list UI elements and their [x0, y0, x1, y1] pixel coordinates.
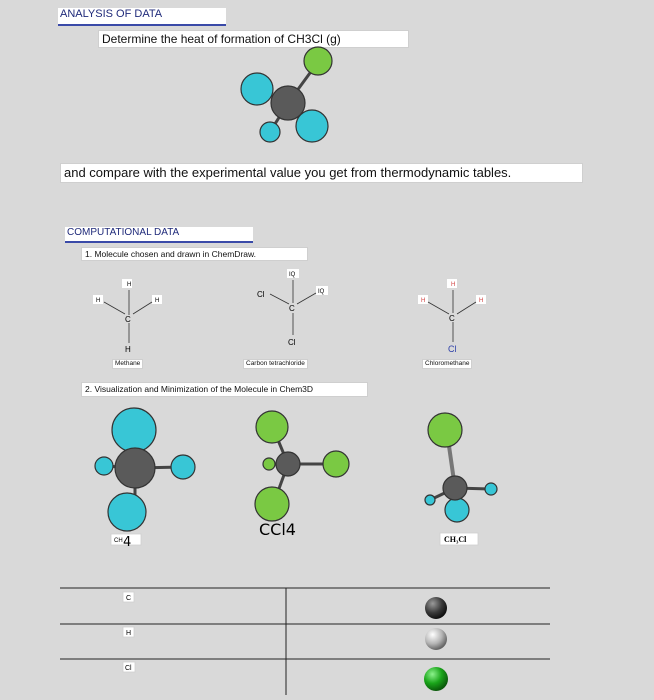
hydrogen-atom: [445, 498, 469, 522]
chlorine-atom: [323, 451, 349, 477]
hydrogen-atom: [108, 493, 146, 531]
ccl4-atom-center: C: [289, 304, 295, 313]
methane-atom-top: H: [127, 282, 132, 288]
hydrogen-atom: [425, 495, 435, 505]
step1-text: 1. Molecule chosen and drawn in ChemDraw.: [81, 247, 308, 261]
ccl4-label: Carbon tetrachloride: [243, 359, 308, 369]
ccl4-atom-right: IQ: [318, 289, 325, 295]
chlorine-sphere: [424, 667, 448, 691]
chloromethane-atom-center: C: [449, 314, 455, 323]
legend-row-h-element: H: [126, 630, 132, 637]
ccl4-atom-left: Cl: [257, 290, 265, 299]
methane-atom-bottom: H: [125, 345, 131, 354]
legend-row-c-element: C: [126, 595, 132, 602]
chloromethane-label: Chloromethane: [422, 359, 472, 369]
ch3cl-model-top: [241, 47, 332, 142]
methane-label: Methane: [112, 359, 143, 369]
computational-header: COMPUTATIONAL DATA: [65, 227, 253, 243]
ch4-model: [95, 408, 195, 531]
ch3cl-model: [425, 413, 497, 522]
carbon-atom: [115, 448, 155, 488]
methane-atom-right: H: [155, 298, 160, 304]
analysis-header: ANALYSIS OF DATA: [58, 8, 226, 26]
chlorine-atom: [255, 487, 289, 521]
legend-table: [60, 588, 550, 695]
carbon-atom: [276, 452, 300, 476]
compare-text: and compare with the experimental value you get from thermodynamic tables.: [60, 163, 583, 183]
carbon-atom: [443, 476, 467, 500]
chloromethane-atom-right: H: [479, 298, 484, 304]
chloromethane-atom-left: H: [421, 298, 426, 304]
chloromethane-atom-bottom: Cl: [448, 344, 457, 354]
chloromethane-structure: [418, 279, 486, 354]
ccl4-model: [255, 411, 349, 521]
hydrogen-atom: [171, 455, 195, 479]
ccl4-handwritten-label: CCl4: [259, 520, 296, 539]
hydrogen-atom: [112, 408, 156, 452]
chlorine-atom: [256, 411, 288, 443]
question-text: Determine the heat of formation of CH3Cl (g): [98, 30, 409, 48]
hydrogen-atom: [95, 457, 113, 475]
legend-row-cl-element: Cl: [125, 665, 132, 672]
chloromethane-atom-top: H: [451, 282, 456, 288]
ch3cl-model-label: CH₃Cl: [444, 535, 467, 544]
hydrogen-atom: [241, 73, 273, 105]
hydrogen-atom: [485, 483, 497, 495]
carbon-atom: [271, 86, 305, 120]
carbon-sphere: [425, 597, 447, 619]
methane-atom-center: C: [125, 315, 131, 324]
chlorine-atom: [428, 413, 462, 447]
ccl4-structure: [257, 269, 328, 347]
methane-structure: [93, 279, 162, 354]
hydrogen-atom: [260, 122, 280, 142]
hydrogen-sphere: [425, 628, 447, 650]
ch4-model-label: CH: [114, 538, 123, 544]
step2-text: 2. Visualization and Minimization of the Molecule in Chem3D: [81, 382, 368, 397]
methane-atom-left: H: [96, 298, 101, 304]
ch4-handwritten-subscript: 4: [123, 535, 132, 550]
chlorine-atom: [263, 458, 275, 470]
ccl4-atom-top: IQ: [289, 272, 296, 278]
chlorine-atom: [304, 47, 332, 75]
ccl4-atom-bottom: Cl: [288, 338, 296, 347]
